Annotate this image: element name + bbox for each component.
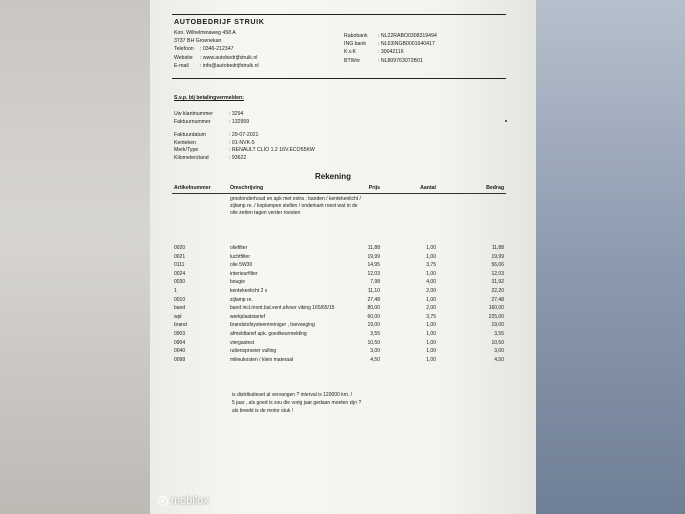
cell-amount: 10,50 (491, 339, 504, 346)
cell-article: 0020 (174, 245, 186, 251)
bank-label: ING bank (344, 41, 366, 48)
cell-article: 0040 (174, 348, 186, 355)
invoice-label: Merk/Type (174, 147, 199, 154)
company-name: AUTOBEDRIJF STRUIK (174, 17, 265, 26)
cell-amount: 22,20 (491, 287, 504, 294)
cell-description: interieurfilter (230, 270, 258, 277)
city-line (174, 37, 259, 45)
cell-amount: 11,88 (491, 245, 504, 251)
cell-price: 80,00 (367, 305, 380, 312)
cell-price: 10,50 (367, 339, 380, 346)
phone-line (174, 45, 259, 53)
cell-price: 27,48 (367, 296, 380, 303)
invoice-info (174, 132, 315, 162)
customer-line (174, 111, 249, 119)
cell-amount: 160,00 (488, 305, 504, 312)
cell-article: 1 (174, 287, 177, 294)
mobilox-logo-icon (158, 496, 168, 506)
table-row (174, 279, 504, 288)
table-row (174, 262, 504, 271)
bank-value: : 30042116 (378, 49, 404, 56)
work-description (230, 196, 361, 218)
customer-label: Faktuurnummer (174, 118, 211, 125)
payment-note: S.v.p. bij betalingvermelden: (174, 95, 244, 101)
cell-qty: 1,00 (426, 356, 436, 363)
cell-description: werkplaatstarief (230, 313, 266, 320)
cell-description: afmeldtarief apk. goedkeurmelding (230, 330, 307, 337)
cell-description: luchtfilter (230, 253, 251, 260)
invoice-line (174, 147, 315, 155)
bank-value: : NL809763072B01 (378, 57, 423, 64)
header-description: Omschrijving (230, 185, 264, 191)
cell-article: 0030 (174, 279, 186, 286)
header-article: Artikelnummer (174, 185, 211, 191)
cell-article: band (174, 305, 186, 312)
invoice-value: : RENAULT CLIO 1.2 16V.ECO55KW (229, 147, 315, 154)
website-line (174, 54, 259, 62)
bank-label: Rabobank (344, 33, 368, 39)
cell-description: milieukosten / klein materaal (230, 356, 294, 363)
remark-line: als breekt is de motor stuk ! (232, 408, 294, 414)
cell-amount: 56,06 (491, 262, 504, 269)
bank-label: BTWnr (344, 57, 361, 64)
bank-value: : NL63INGB0001640417 (378, 41, 435, 48)
cell-article: brand (174, 322, 187, 329)
cell-price: 11,10 (367, 287, 380, 294)
cell-price: 4,50 (370, 356, 380, 363)
cell-price: 11,88 (367, 245, 380, 251)
website-label: Website (174, 54, 193, 61)
table-row (174, 305, 504, 314)
invoice-value: : 93622 (229, 154, 247, 161)
cell-qty: 4,00 (426, 279, 436, 286)
table-row (174, 331, 504, 340)
cell-qty: 2,00 (426, 287, 436, 294)
cell-article: wpl (174, 313, 182, 320)
cell-qty: 1,00 (426, 348, 436, 355)
cell-amount: 19,00 (491, 322, 504, 329)
cell-qty: 1,00 (426, 339, 436, 346)
top-rule (172, 14, 506, 15)
cell-price: 3,00 (370, 348, 380, 355)
customer-label: Uw klantnummer (174, 111, 213, 117)
cell-amount: 3,00 (494, 348, 504, 355)
invoice-label: Kenteken (174, 139, 196, 146)
cell-article: 0111 (174, 262, 185, 269)
postal-letters: BH (187, 38, 195, 45)
bank-label: K.v.K (344, 49, 357, 56)
remark-line: 5 jaar , als goed is zou die vorig jaar gedaan moeten zijn ? (232, 400, 362, 406)
bank-line (344, 58, 437, 66)
customer-line (174, 119, 249, 127)
cell-amount: 19,99 (491, 253, 504, 260)
website-value: : www.autobedrijfstruik.nl (200, 54, 258, 61)
invoice-label: Kilometerstand (174, 154, 209, 161)
bank-value: : NL22RABO0308319494 (378, 33, 437, 39)
cell-price: 7,98 (370, 279, 380, 286)
cell-qty: 1,00 (426, 322, 436, 329)
cell-description: oliefilter (230, 245, 248, 251)
cell-qty: 3,75 (426, 313, 436, 320)
cell-description: olie 5W30 (230, 262, 253, 269)
bank-line (344, 33, 437, 41)
cell-article: 0098 (174, 356, 186, 363)
description-line: grootonderhoud en apk met extra : banden / kentekenlicht / (230, 196, 361, 202)
cell-description: band incl.mont.bal.vent.afvoer viking 165/65/15 (230, 305, 335, 312)
pen-mark (505, 120, 507, 122)
description-line: zijlamp re. / koplampen stellen / onderkant roest wat in de (230, 203, 358, 210)
background-right (535, 0, 685, 514)
cell-article: 0010 (174, 296, 186, 303)
cell-price: 14,95 (367, 262, 380, 269)
cell-amount: 4,50 (494, 356, 504, 363)
phone-value: : 0346-212347 (200, 46, 234, 53)
header-qty: Aantal (420, 185, 436, 191)
cell-amount: 27,48 (491, 296, 504, 303)
cell-description: zijlamp re. (230, 296, 253, 303)
invoice-value: : 29-07-2021 (229, 132, 259, 138)
remark-line: is distributieset al vervangen ? interval is 120000 km. / (232, 392, 353, 398)
cell-qty: 2,00 (426, 305, 436, 312)
watermark-text: mobilox (171, 495, 209, 507)
cell-description: ruitensproeier vulling (230, 348, 277, 355)
table-row (174, 340, 504, 349)
line-items (174, 245, 504, 365)
cell-article: 0024 (174, 270, 186, 277)
cell-description: viergastest (230, 339, 255, 346)
invoice-line (174, 140, 315, 148)
invoice-value: : 01-NVK-5 (229, 139, 255, 146)
cell-qty: 1,00 (426, 296, 436, 303)
cell-qty: 1,00 (426, 330, 436, 337)
cell-description: brandstofsysteemreiniger , toevoeging (230, 322, 315, 329)
table-row (174, 348, 504, 357)
cell-article: 0021 (174, 253, 186, 260)
cell-amount: 31,92 (491, 279, 504, 286)
mobilox-watermark (158, 495, 209, 507)
cell-amount: 12,03 (491, 270, 504, 277)
cell-qty: 1,00 (426, 270, 436, 277)
city: Groenekan (195, 38, 222, 45)
cell-price: 12,03 (367, 270, 380, 277)
header-rule (172, 78, 506, 79)
invoice-paper (150, 0, 536, 514)
cell-qty: 3,75 (426, 262, 436, 269)
header-price: Prijs (368, 185, 380, 191)
email-line (174, 62, 259, 70)
cell-description: bougie (230, 279, 246, 286)
customer-value: : 132959 (229, 118, 250, 125)
cell-amount: 225,00 (488, 313, 504, 320)
cell-qty: 1,00 (426, 245, 436, 251)
table-header-rule (172, 193, 506, 194)
phone-label: Telefoon (174, 46, 194, 53)
table-row (174, 357, 504, 366)
email-value: : info@autobedrijfstruik.nl (200, 62, 259, 69)
cell-qty: 1,00 (426, 253, 436, 260)
customer-value: : 3294 (229, 111, 244, 117)
cell-amount: 3,55 (494, 330, 504, 337)
company-address (174, 29, 259, 70)
table-row (174, 254, 504, 263)
description-line: olie zetten tagen verder roesten (230, 210, 301, 217)
postal-code: 3737 (174, 38, 186, 45)
cell-article: 0904 (174, 339, 186, 346)
background-left (0, 0, 150, 514)
table-row (174, 322, 504, 331)
bank-line (344, 49, 437, 57)
table-row (174, 297, 504, 306)
cell-description: kentekenlicht 2 x (230, 287, 268, 294)
customer-info (174, 111, 249, 126)
cell-price: 19,99 (367, 253, 380, 260)
invoice-title: Rekening (315, 172, 352, 181)
bank-details (344, 33, 437, 66)
header-amount: Bedrag (486, 185, 504, 191)
cell-article: 0903 (174, 330, 186, 337)
cell-price: 3,55 (370, 330, 380, 337)
invoice-line (174, 155, 315, 163)
email-label: E-mail (174, 62, 189, 69)
bank-line (344, 41, 437, 49)
table-row (174, 245, 504, 254)
remarks (232, 391, 361, 415)
cell-price: 60,00 (367, 313, 380, 320)
table-row (174, 271, 504, 280)
address-line: Kon. Wilhelminaweg 458 A (174, 30, 236, 36)
table-row (174, 314, 504, 323)
table-row (174, 288, 504, 297)
invoice-label: Faktuurdatum (174, 132, 207, 138)
invoice-line (174, 132, 315, 140)
cell-price: 19,00 (367, 322, 380, 329)
